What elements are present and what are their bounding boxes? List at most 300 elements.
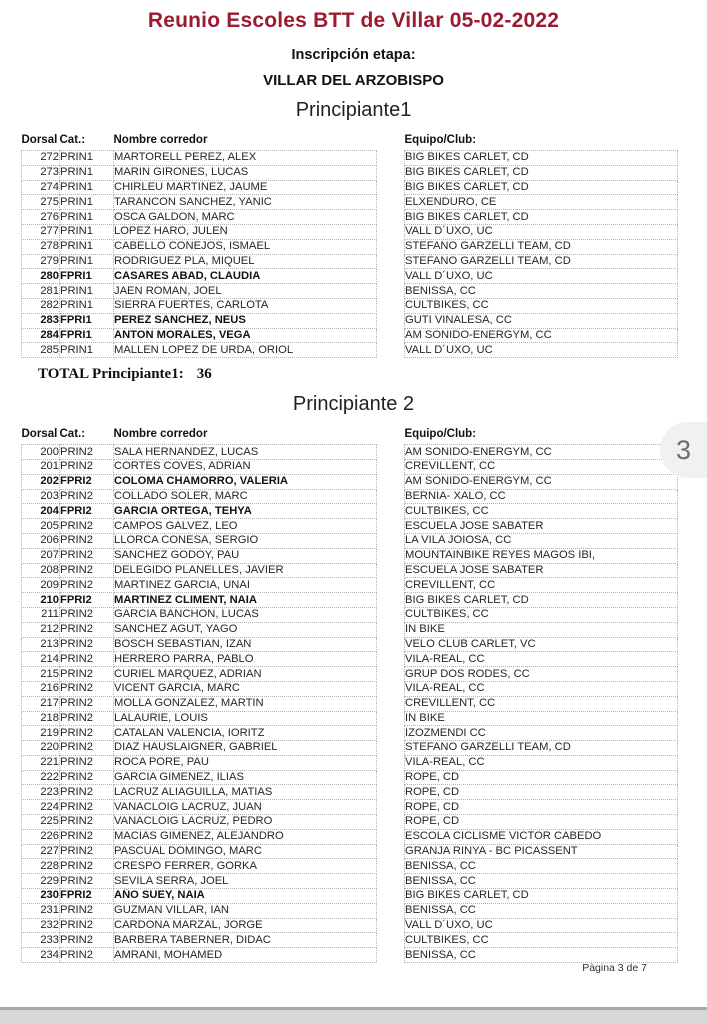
header-cat: Cat.: bbox=[59, 134, 86, 146]
name-cell: CURIEL MARQUEZ, ADRIAN bbox=[114, 667, 377, 682]
table-row bbox=[22, 918, 678, 933]
spacer-cell bbox=[377, 741, 405, 756]
spacer-cell bbox=[377, 918, 405, 933]
table-row bbox=[22, 903, 678, 918]
club-cell: CULTBIKES, CC bbox=[405, 607, 678, 622]
dorsal-cell: 209 bbox=[22, 578, 60, 593]
club-cell: VALL D´UXO, UC bbox=[405, 269, 678, 284]
name-cell: HERRERO PARRA, PABLO bbox=[114, 652, 377, 667]
cat-cell: FPRI2 bbox=[60, 889, 114, 904]
table-row bbox=[22, 489, 678, 504]
spacer-cell bbox=[377, 224, 405, 239]
spacer-cell bbox=[377, 622, 405, 637]
dorsal-cell: 213 bbox=[22, 637, 60, 652]
cat-cell: PRIN2 bbox=[60, 578, 114, 593]
club-cell: VILA-REAL, CC bbox=[405, 652, 678, 667]
dorsal-cell: 212 bbox=[22, 622, 60, 637]
table-row bbox=[22, 711, 678, 726]
name-cell: BARBERA TABERNER, DIDAC bbox=[114, 933, 377, 948]
dorsal-cell: 223 bbox=[22, 785, 60, 800]
club-cell: BENISSA, CC bbox=[405, 859, 678, 874]
spacer-cell bbox=[377, 474, 405, 489]
table-row bbox=[22, 504, 678, 519]
club-cell: ROPE, CD bbox=[405, 800, 678, 815]
venue-title: VILLAR DEL ARZOBISPO bbox=[263, 72, 444, 89]
dorsal-cell: 277 bbox=[22, 224, 60, 239]
dorsal-cell: 274 bbox=[22, 180, 60, 195]
dorsal-cell: 276 bbox=[22, 210, 60, 225]
name-cell: OSCA GALDON, MARC bbox=[114, 210, 377, 225]
cat-cell: PRIN2 bbox=[60, 815, 114, 830]
table-row bbox=[22, 445, 678, 460]
cat-cell: PRIN2 bbox=[60, 696, 114, 711]
club-cell: VALL D´UXO, UC bbox=[405, 343, 678, 358]
club-cell: CULTBIKES, CC bbox=[405, 933, 678, 948]
header-club: Equipo/Club: bbox=[404, 428, 477, 441]
cat-cell: PRIN2 bbox=[60, 770, 114, 785]
dorsal-cell: 273 bbox=[22, 165, 60, 180]
spacer-cell bbox=[377, 210, 405, 225]
total-label: TOTAL Principiante1: bbox=[38, 366, 184, 383]
dorsal-cell: 275 bbox=[22, 195, 60, 210]
spacer-cell bbox=[377, 165, 405, 180]
table-row bbox=[22, 269, 678, 284]
dorsal-cell: 217 bbox=[22, 696, 60, 711]
dorsal-cell: 205 bbox=[22, 519, 60, 534]
dorsal-cell: 200 bbox=[22, 445, 60, 460]
name-cell: AMRANI, MOHAMED bbox=[114, 948, 377, 963]
name-cell: PEREZ SANCHEZ, NEUS bbox=[114, 313, 377, 328]
name-cell: MARTORELL PEREZ, ALEX bbox=[114, 151, 377, 166]
name-cell: MACIAS GIMENEZ, ALEJANDRO bbox=[114, 829, 377, 844]
cat-cell: PRIN2 bbox=[60, 622, 114, 637]
table-row bbox=[22, 165, 678, 180]
spacer-cell bbox=[377, 889, 405, 904]
table-row bbox=[22, 180, 678, 195]
spacer-cell bbox=[377, 180, 405, 195]
spacer-cell bbox=[377, 681, 405, 696]
name-cell: BOSCH SEBASTIAN, IZAN bbox=[114, 637, 377, 652]
table-row bbox=[22, 210, 678, 225]
table-row bbox=[22, 696, 678, 711]
header-club: Equipo/Club: bbox=[404, 134, 477, 146]
spacer-cell bbox=[377, 578, 405, 593]
dorsal-cell: 228 bbox=[22, 859, 60, 874]
table-row bbox=[22, 859, 678, 874]
name-cell: LACRUZ ALIAGUILLA, MATIAS bbox=[114, 785, 377, 800]
club-cell: BIG BIKES CARLET, CD bbox=[405, 889, 678, 904]
dorsal-cell: 201 bbox=[22, 459, 60, 474]
dorsal-cell: 280 bbox=[22, 269, 60, 284]
dorsal-cell: 220 bbox=[22, 741, 60, 756]
cat-cell: PRIN2 bbox=[60, 607, 114, 622]
cat-cell: PRIN1 bbox=[60, 284, 114, 299]
club-cell: ROPE, CD bbox=[405, 815, 678, 830]
dorsal-cell: 230 bbox=[22, 889, 60, 904]
name-cell: CARDONA MARZAL, JORGE bbox=[114, 918, 377, 933]
spacer-cell bbox=[377, 829, 405, 844]
dorsal-cell: 216 bbox=[22, 681, 60, 696]
name-cell: SEVILA SERRA, JOEL bbox=[114, 874, 377, 889]
cat-cell: PRIN2 bbox=[60, 918, 114, 933]
table-row bbox=[22, 652, 678, 667]
table-row bbox=[22, 829, 678, 844]
name-cell: GARCIA BANCHON, LUCAS bbox=[114, 607, 377, 622]
spacer-cell bbox=[377, 254, 405, 269]
table-row bbox=[22, 519, 678, 534]
header-dorsal: Dorsal bbox=[21, 134, 58, 146]
dorsal-cell: 285 bbox=[22, 343, 60, 358]
cat-cell: PRIN2 bbox=[60, 563, 114, 578]
name-cell: CABELLO CONEJOS, ISMAEL bbox=[114, 239, 377, 254]
spacer-cell bbox=[377, 933, 405, 948]
dorsal-cell: 208 bbox=[22, 563, 60, 578]
club-cell: IN BIKE bbox=[405, 711, 678, 726]
cat-cell: PRIN2 bbox=[60, 785, 114, 800]
club-cell: VALL D´UXO, UC bbox=[405, 224, 678, 239]
page-number: 3 bbox=[675, 434, 692, 465]
club-cell: BERNIA- XALO, CC bbox=[405, 489, 678, 504]
footer-page-label: Pàgina 3 de 7 bbox=[582, 962, 647, 974]
header-spacer bbox=[377, 134, 405, 151]
spacer-cell bbox=[377, 445, 405, 460]
spacer-cell bbox=[377, 607, 405, 622]
club-cell: CULTBIKES, CC bbox=[405, 298, 678, 313]
name-cell: CRESPO FERRER, GORKA bbox=[114, 859, 377, 874]
spacer-cell bbox=[377, 489, 405, 504]
name-cell: GARCIA GIMENEZ, ILIAS bbox=[114, 770, 377, 785]
name-cell: DELEGIDO PLANELLES, JAVIER bbox=[114, 563, 377, 578]
dorsal-cell: 234 bbox=[22, 948, 60, 963]
table-row bbox=[22, 755, 678, 770]
table-row bbox=[22, 459, 678, 474]
section-title: Principiante 2 bbox=[292, 393, 415, 416]
dorsal-cell: 227 bbox=[22, 844, 60, 859]
spacer-cell bbox=[377, 711, 405, 726]
name-cell: MARTINEZ GARCIA, UNAI bbox=[114, 578, 377, 593]
club-cell: AM SONIDO-ENERGYM, CC bbox=[405, 474, 678, 489]
dorsal-cell: 211 bbox=[22, 607, 60, 622]
name-cell: CAMPOS GALVEZ, LEO bbox=[114, 519, 377, 534]
page-number-pill bbox=[660, 422, 707, 478]
dorsal-cell: 283 bbox=[22, 313, 60, 328]
table-row bbox=[22, 298, 678, 313]
table-row bbox=[22, 151, 678, 166]
club-cell: ROPE, CD bbox=[405, 785, 678, 800]
name-cell: SALA HERNANDEZ, LUCAS bbox=[114, 445, 377, 460]
spacer-cell bbox=[377, 269, 405, 284]
header-name: Nombre corredor bbox=[113, 134, 208, 146]
spacer-cell bbox=[377, 284, 405, 299]
name-cell: RODRIGUEZ PLA, MIQUEL bbox=[114, 254, 377, 269]
club-cell: BIG BIKES CARLET, CD bbox=[405, 180, 678, 195]
cat-cell: PRIN2 bbox=[60, 741, 114, 756]
name-cell: MALLEN LOPEZ DE URDA, ORIOL bbox=[114, 343, 377, 358]
dorsal-cell: 226 bbox=[22, 829, 60, 844]
dorsal-cell: 219 bbox=[22, 726, 60, 741]
spacer-cell bbox=[377, 755, 405, 770]
header-cat: Cat.: bbox=[59, 428, 86, 441]
table-row bbox=[22, 195, 678, 210]
cat-cell: PRIN1 bbox=[60, 180, 114, 195]
club-cell: ESCUELA JOSE SABATER bbox=[405, 519, 678, 534]
club-cell: GRUP DOS RODES, CC bbox=[405, 667, 678, 682]
name-cell: SIERRA FUERTES, CARLOTA bbox=[114, 298, 377, 313]
table-row bbox=[22, 578, 678, 593]
roster-table bbox=[21, 428, 678, 963]
name-cell: MOLLA GONZALEZ, MARTIN bbox=[114, 696, 377, 711]
table-header-row bbox=[22, 428, 678, 445]
section-title: Principiante1 bbox=[295, 99, 412, 121]
table-row bbox=[22, 224, 678, 239]
spacer-cell bbox=[377, 298, 405, 313]
spacer-cell bbox=[377, 195, 405, 210]
name-cell: LLORCA CONESA, SERGIO bbox=[114, 533, 377, 548]
spacer-cell bbox=[377, 874, 405, 889]
table-row bbox=[22, 741, 678, 756]
club-cell: CULTBIKES, CC bbox=[405, 504, 678, 519]
cat-cell: PRIN2 bbox=[60, 874, 114, 889]
spacer-cell bbox=[377, 343, 405, 358]
cat-cell: PRIN2 bbox=[60, 903, 114, 918]
dorsal-cell: 222 bbox=[22, 770, 60, 785]
roster-table bbox=[21, 134, 678, 358]
cat-cell: PRIN1 bbox=[60, 165, 114, 180]
table-row bbox=[22, 563, 678, 578]
name-cell: AÑO SUEY, NAIA bbox=[114, 889, 377, 904]
spacer-cell bbox=[377, 519, 405, 534]
table-row bbox=[22, 726, 678, 741]
club-cell: BIG BIKES CARLET, CD bbox=[405, 210, 678, 225]
cat-cell: PRIN2 bbox=[60, 829, 114, 844]
club-cell: GUTI VINALESA, CC bbox=[405, 313, 678, 328]
roster-body bbox=[22, 151, 678, 358]
cat-cell: PRIN2 bbox=[60, 948, 114, 963]
name-cell: COLLADO SOLER, MARC bbox=[114, 489, 377, 504]
cat-cell: PRIN2 bbox=[60, 711, 114, 726]
dorsal-cell: 215 bbox=[22, 667, 60, 682]
table-row bbox=[22, 948, 678, 963]
dorsal-cell: 284 bbox=[22, 328, 60, 343]
cat-cell: FPRI1 bbox=[60, 328, 114, 343]
name-cell: COLOMA CHAMORRO, VALERIA bbox=[114, 474, 377, 489]
club-cell: BENISSA, CC bbox=[405, 948, 678, 963]
dorsal-cell: 202 bbox=[22, 474, 60, 489]
header-spacer bbox=[377, 428, 405, 445]
name-cell: GARCIA ORTEGA, TEHYA bbox=[114, 504, 377, 519]
name-cell: VANACLOIG LACRUZ, JUAN bbox=[114, 800, 377, 815]
cat-cell: PRIN2 bbox=[60, 755, 114, 770]
table-row bbox=[22, 637, 678, 652]
roster-body bbox=[22, 445, 678, 963]
dorsal-cell: 278 bbox=[22, 239, 60, 254]
club-cell: ROPE, CD bbox=[405, 770, 678, 785]
spacer-cell bbox=[377, 328, 405, 343]
cat-cell: PRIN2 bbox=[60, 844, 114, 859]
cat-cell: FPRI2 bbox=[60, 474, 114, 489]
club-cell: LA VILA JOIOSA, CC bbox=[405, 533, 678, 548]
club-cell: IN BIKE bbox=[405, 622, 678, 637]
dorsal-cell: 206 bbox=[22, 533, 60, 548]
total-value: 36 bbox=[196, 366, 212, 383]
club-cell: BENISSA, CC bbox=[405, 903, 678, 918]
document-subtitle: Inscripción etapa: bbox=[291, 47, 416, 63]
spacer-cell bbox=[377, 563, 405, 578]
dorsal-cell: 282 bbox=[22, 298, 60, 313]
category-section bbox=[0, 99, 707, 383]
club-cell: IZOZMENDI CC bbox=[405, 726, 678, 741]
table-row bbox=[22, 770, 678, 785]
spacer-cell bbox=[377, 667, 405, 682]
club-cell: CREVILLENT, CC bbox=[405, 578, 678, 593]
cat-cell: PRIN2 bbox=[60, 681, 114, 696]
cat-cell: PRIN1 bbox=[60, 224, 114, 239]
club-cell: ESCOLA CICLISME VICTOR CABEDO bbox=[405, 829, 678, 844]
table-row bbox=[22, 889, 678, 904]
dorsal-cell: 225 bbox=[22, 815, 60, 830]
table-row bbox=[22, 667, 678, 682]
spacer-cell bbox=[377, 785, 405, 800]
category-section bbox=[0, 393, 707, 963]
dorsal-cell: 232 bbox=[22, 918, 60, 933]
dorsal-cell: 214 bbox=[22, 652, 60, 667]
club-cell: GRANJA RINYA - BC PICASSENT bbox=[405, 844, 678, 859]
table-row bbox=[22, 239, 678, 254]
spacer-cell bbox=[377, 815, 405, 830]
club-cell: MOUNTAINBIKE REYES MAGOS IBI, bbox=[405, 548, 678, 563]
name-cell: LALAURIE, LOUIS bbox=[114, 711, 377, 726]
table-header-row bbox=[22, 134, 678, 151]
dorsal-cell: 279 bbox=[22, 254, 60, 269]
table-row bbox=[22, 785, 678, 800]
dorsal-cell: 229 bbox=[22, 874, 60, 889]
dorsal-cell: 218 bbox=[22, 711, 60, 726]
name-cell: LOPEZ HARO, JULEN bbox=[114, 224, 377, 239]
club-cell: AM SONIDO-ENERGYM, CC bbox=[405, 328, 678, 343]
spacer-cell bbox=[377, 151, 405, 166]
club-cell: VILA-REAL, CC bbox=[405, 755, 678, 770]
spacer-cell bbox=[377, 696, 405, 711]
spacer-cell bbox=[377, 313, 405, 328]
dorsal-cell: 203 bbox=[22, 489, 60, 504]
club-cell: BIG BIKES CARLET, CD bbox=[405, 151, 678, 166]
name-cell: GUZMAN VILLAR, IAN bbox=[114, 903, 377, 918]
name-cell: VANACLOIG LACRUZ, PEDRO bbox=[114, 815, 377, 830]
spacer-cell bbox=[377, 800, 405, 815]
table-row bbox=[22, 874, 678, 889]
name-cell: ROCA PORE, PAU bbox=[114, 755, 377, 770]
sections-container bbox=[0, 99, 707, 963]
club-cell: CREVILLENT, CC bbox=[405, 696, 678, 711]
spacer-cell bbox=[377, 637, 405, 652]
spacer-cell bbox=[377, 593, 405, 608]
cat-cell: PRIN2 bbox=[60, 489, 114, 504]
table-row bbox=[22, 800, 678, 815]
cat-cell: PRIN2 bbox=[60, 652, 114, 667]
table-row bbox=[22, 254, 678, 269]
table-row bbox=[22, 681, 678, 696]
name-cell: CORTES COVES, ADRIAN bbox=[114, 459, 377, 474]
club-cell: BIG BIKES CARLET, CD bbox=[405, 165, 678, 180]
cat-cell: PRIN2 bbox=[60, 459, 114, 474]
club-cell: CREVILLENT, CC bbox=[405, 459, 678, 474]
name-cell: VICENT GARCIA, MARC bbox=[114, 681, 377, 696]
dorsal-cell: 207 bbox=[22, 548, 60, 563]
name-cell: JAEN ROMAN, JOEL bbox=[114, 284, 377, 299]
table-row bbox=[22, 844, 678, 859]
spacer-cell bbox=[377, 652, 405, 667]
cat-cell: PRIN2 bbox=[60, 933, 114, 948]
club-cell: STEFANO GARZELLI TEAM, CD bbox=[405, 741, 678, 756]
name-cell: CATALAN VALENCIA, IORITZ bbox=[114, 726, 377, 741]
table-row bbox=[22, 328, 678, 343]
dorsal-cell: 233 bbox=[22, 933, 60, 948]
cat-cell: PRIN2 bbox=[60, 533, 114, 548]
table-row bbox=[22, 607, 678, 622]
dorsal-cell: 221 bbox=[22, 755, 60, 770]
name-cell: MARTINEZ CLIMENT, NAIA bbox=[114, 593, 377, 608]
club-cell: ESCUELA JOSE SABATER bbox=[405, 563, 678, 578]
name-cell: DIAZ HAUSLAIGNER, GABRIEL bbox=[114, 741, 377, 756]
table-row bbox=[22, 343, 678, 358]
table-row bbox=[22, 593, 678, 608]
cat-cell: PRIN2 bbox=[60, 548, 114, 563]
header-dorsal: Dorsal bbox=[21, 428, 58, 441]
spacer-cell bbox=[377, 239, 405, 254]
table-row bbox=[22, 622, 678, 637]
cat-cell: PRIN2 bbox=[60, 445, 114, 460]
cat-cell: PRIN1 bbox=[60, 195, 114, 210]
name-cell: TARANCON SANCHEZ, YANIC bbox=[114, 195, 377, 210]
table-row bbox=[22, 284, 678, 299]
cat-cell: PRIN2 bbox=[60, 726, 114, 741]
name-cell: MARIN GIRONES, LUCAS bbox=[114, 165, 377, 180]
cat-cell: PRIN2 bbox=[60, 800, 114, 815]
dorsal-cell: 204 bbox=[22, 504, 60, 519]
cat-cell: PRIN1 bbox=[60, 239, 114, 254]
name-cell: SANCHEZ AGUT, YAGO bbox=[114, 622, 377, 637]
table-row bbox=[22, 815, 678, 830]
cat-cell: PRIN2 bbox=[60, 637, 114, 652]
spacer-cell bbox=[377, 533, 405, 548]
name-cell: PASCUAL DOMINGO, MARC bbox=[114, 844, 377, 859]
name-cell: SANCHEZ GODOY, PAU bbox=[114, 548, 377, 563]
club-cell: ELXENDURO, CE bbox=[405, 195, 678, 210]
cat-cell: PRIN1 bbox=[60, 151, 114, 166]
club-cell: BIG BIKES CARLET, CD bbox=[405, 593, 678, 608]
club-cell: STEFANO GARZELLI TEAM, CD bbox=[405, 254, 678, 269]
spacer-cell bbox=[377, 859, 405, 874]
spacer-cell bbox=[377, 844, 405, 859]
cat-cell: PRIN2 bbox=[60, 519, 114, 534]
dorsal-cell: 231 bbox=[22, 903, 60, 918]
cat-cell: PRIN1 bbox=[60, 298, 114, 313]
page-separator bbox=[0, 1007, 707, 1023]
cat-cell: PRIN1 bbox=[60, 210, 114, 225]
cat-cell: FPRI2 bbox=[60, 504, 114, 519]
header-name: Nombre corredor bbox=[113, 428, 208, 441]
club-cell: AM SONIDO-ENERGYM, CC bbox=[405, 445, 678, 460]
spacer-cell bbox=[377, 948, 405, 963]
spacer-cell bbox=[377, 726, 405, 741]
table-row bbox=[22, 474, 678, 489]
document-title: Reunio Escoles BTT de Villar 05-02-2022 bbox=[147, 9, 560, 32]
total-line bbox=[38, 366, 707, 383]
cat-cell: PRIN1 bbox=[60, 254, 114, 269]
club-cell: VELO CLUB CARLET, VC bbox=[405, 637, 678, 652]
club-cell: BENISSA, CC bbox=[405, 874, 678, 889]
spacer-cell bbox=[377, 770, 405, 785]
